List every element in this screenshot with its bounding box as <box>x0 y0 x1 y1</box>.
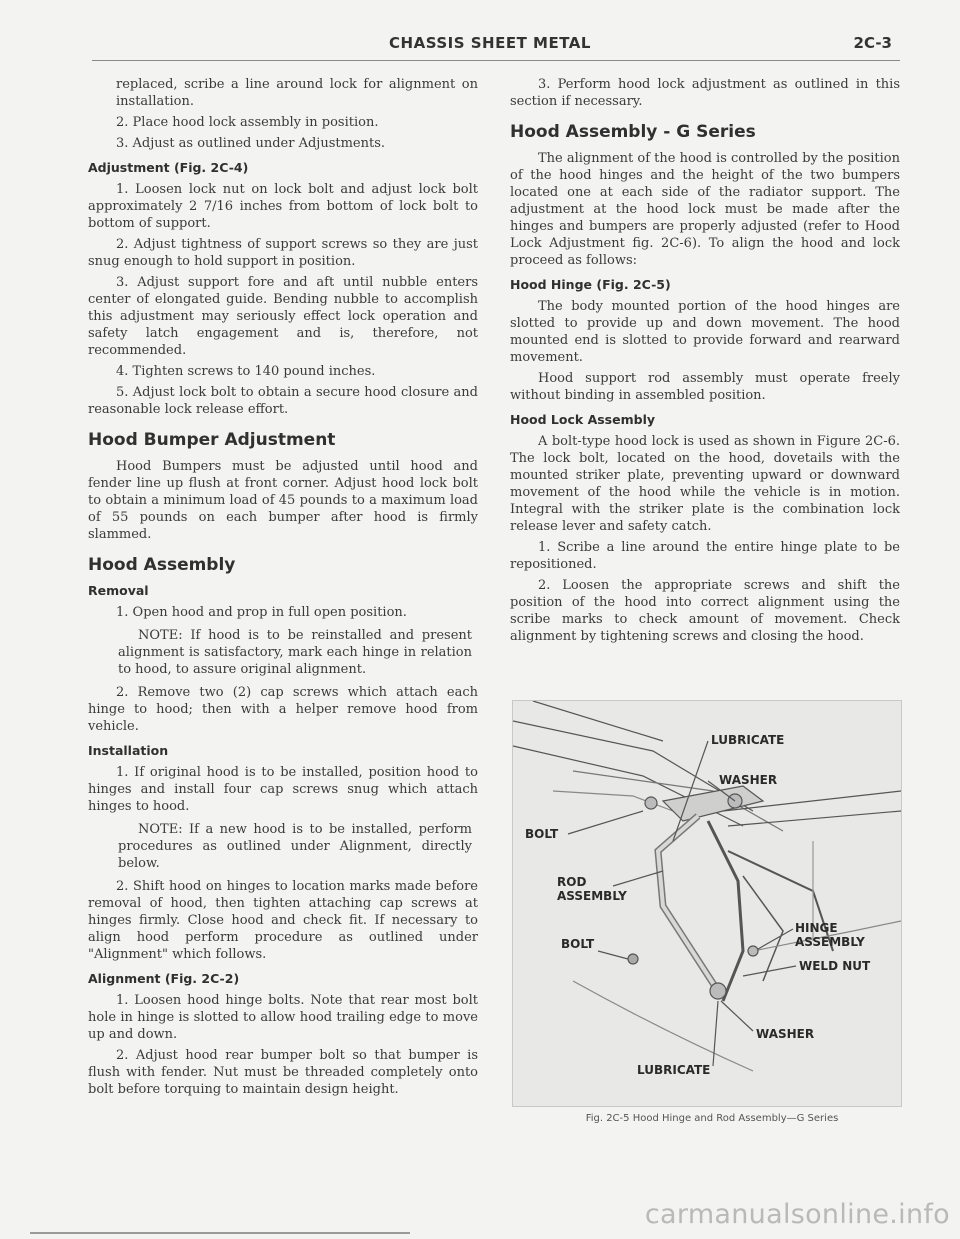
paragraph: 4. Tighten screws to 140 pound inches. <box>116 364 376 379</box>
watermark: carmanualsonline.info <box>644 1199 950 1230</box>
figure-caption: Fig. 2C-5 Hood Hinge and Rod Assembly—G Series <box>585 1113 839 1124</box>
paragraph: 1. If original hood is to be installed, position hood to hinges and install four cap screws snug which attach hinges to hood. <box>88 765 478 814</box>
paragraph: 1. Open hood and prop in full open position. <box>116 605 407 620</box>
label-lubricate-top: LUBRICATE <box>711 733 785 747</box>
paragraph: 2. Adjust tightness of support screws so they are just snug enough to hold support in position. <box>88 237 478 269</box>
paragraph: Hood support rod assembly must operate freely without binding in assembled position. <box>510 371 900 403</box>
page-number: 2C-3 <box>853 34 892 52</box>
paragraph: 3. Perform hood lock adjustment as outlined in this section if necessary. <box>510 77 900 109</box>
hood-hinge-illustration <box>513 701 901 1106</box>
label-bolt-top: BOLT <box>525 827 559 841</box>
paragraph: 2. Loosen the appropriate screws and shift the position of the hood into correct alignment using the scribe marks to check amount of movement. Check alignment by tightening screws and closing the hood. <box>510 578 900 644</box>
section-subheading: Hood Hinge (Fig. 2C-5) <box>510 277 671 292</box>
label-rod-assembly: ASSEMBLY <box>557 889 627 903</box>
paragraph: A bolt-type hood lock is used as shown in Figure 2C-6. The lock bolt, located on the hood, dovetails with the mounted striker plate, preventing upward or downward movement of the hood while the vehicle is in motion. Integral with the striker plate is the combination lock release lever and safety catch. <box>510 434 900 534</box>
section-subheading: Alignment (Fig. 2C-2) <box>88 971 240 986</box>
section-heading: Hood Assembly <box>88 555 236 575</box>
paragraph: 2. Place hood lock assembly in position. <box>116 115 379 130</box>
page-header-title: CHASSIS SHEET METAL <box>389 34 591 52</box>
right-column <box>510 76 900 649</box>
paragraph: 1. Loosen hood hinge bolts. Note that rear most bolt hole in hinge is slotted to allow hood trailing edge to move up and down. <box>88 993 478 1042</box>
label-washer-bottom: WASHER <box>756 1027 815 1041</box>
label-washer-top: WASHER <box>719 773 778 787</box>
paragraph: The body mounted portion of the hood hinges are slotted to provide up and down movement. The hood mounted end is slotted to provide forward and rearward movement. <box>510 299 900 365</box>
note-paragraph: NOTE: If hood is to be reinstalled and present alignment is satisfactory, mark each hinge in relation to hood, to assure original alignment. <box>118 628 472 677</box>
paragraph: 2. Shift hood on hinges to location marks made before removal of hood, then tighten attaching cap screws at hinges firmly. Close hood and check fit. If necessary to align hood perform procedure as outlined under "Alignment" which follows. <box>88 879 478 962</box>
note-paragraph: NOTE: If a new hood is to be installed, perform procedures as outlined under Alignment, directly below. <box>118 822 472 871</box>
hood-hinge-figure <box>512 700 902 1107</box>
section-subheading: Removal <box>88 583 149 598</box>
label-hinge: HINGE <box>795 921 838 935</box>
header-rule <box>92 60 900 61</box>
label-rod: ROD <box>557 875 587 889</box>
paragraph: 1. Scribe a line around the entire hinge plate to be repositioned. <box>510 540 900 572</box>
section-subheading: Hood Lock Assembly <box>510 412 656 427</box>
label-weld-nut: WELD NUT <box>799 959 871 973</box>
paragraph: The alignment of the hood is controlled by the position of the hood hinges and the height of the two bumpers located one at each side of the radiator support. The adjustment at the hood lock must be made after the hinges and bumpers are properly adjusted (refer to Hood Lock Adjustment fig. 2C-6). To align the hood and lock proceed as follows: <box>510 151 901 268</box>
paragraph: 1. Loosen lock nut on lock bolt and adjust lock bolt approximately 2 7/16 inches from bottom of lock bolt to bottom of support. <box>88 182 478 231</box>
paragraph: 2. Remove two (2) cap screws which attach each hinge to hood; then with a helper remove hood from vehicle. <box>88 685 478 734</box>
section-heading: Hood Bumper Adjustment <box>88 430 336 450</box>
paragraph: Hood Bumpers must be adjusted until hood and fender line up flush at front corner. Adjust hood lock bolt to obtain a minimum load of 45 pounds to a maximum load of 55 pounds on each bumper after hood is firmly slammed. <box>88 459 478 542</box>
label-hinge-assembly: ASSEMBLY <box>795 935 865 949</box>
paragraph: replaced, scribe a line around lock for alignment on installation. <box>116 77 478 109</box>
label-lubricate-bottom: LUBRICATE <box>637 1063 711 1077</box>
section-heading: Hood Assembly - G Series <box>510 122 756 142</box>
left-column <box>88 76 478 1102</box>
paragraph: 5. Adjust lock bolt to obtain a secure hood closure and reasonable lock release effort. <box>88 385 478 417</box>
section-subheading: Installation <box>88 743 169 758</box>
label-bolt-mid: BOLT <box>561 937 595 951</box>
paragraph: 2. Adjust hood rear bumper bolt so that bumper is flush with fender. Nut must be threaded completely onto bolt before torquing to maintain design height. <box>88 1048 478 1097</box>
bottom-rule <box>30 1232 410 1234</box>
paragraph: 3. Adjust support fore and aft until nubble enters center of elongated guide. Bending nubble to accomplish this adjustment may seriously effect lock operation and safety latch engagement and is, therefore, not recommended. <box>88 275 478 358</box>
paragraph: 3. Adjust as outlined under Adjustments. <box>116 136 386 151</box>
section-subheading: Adjustment (Fig. 2C-4) <box>88 160 249 175</box>
